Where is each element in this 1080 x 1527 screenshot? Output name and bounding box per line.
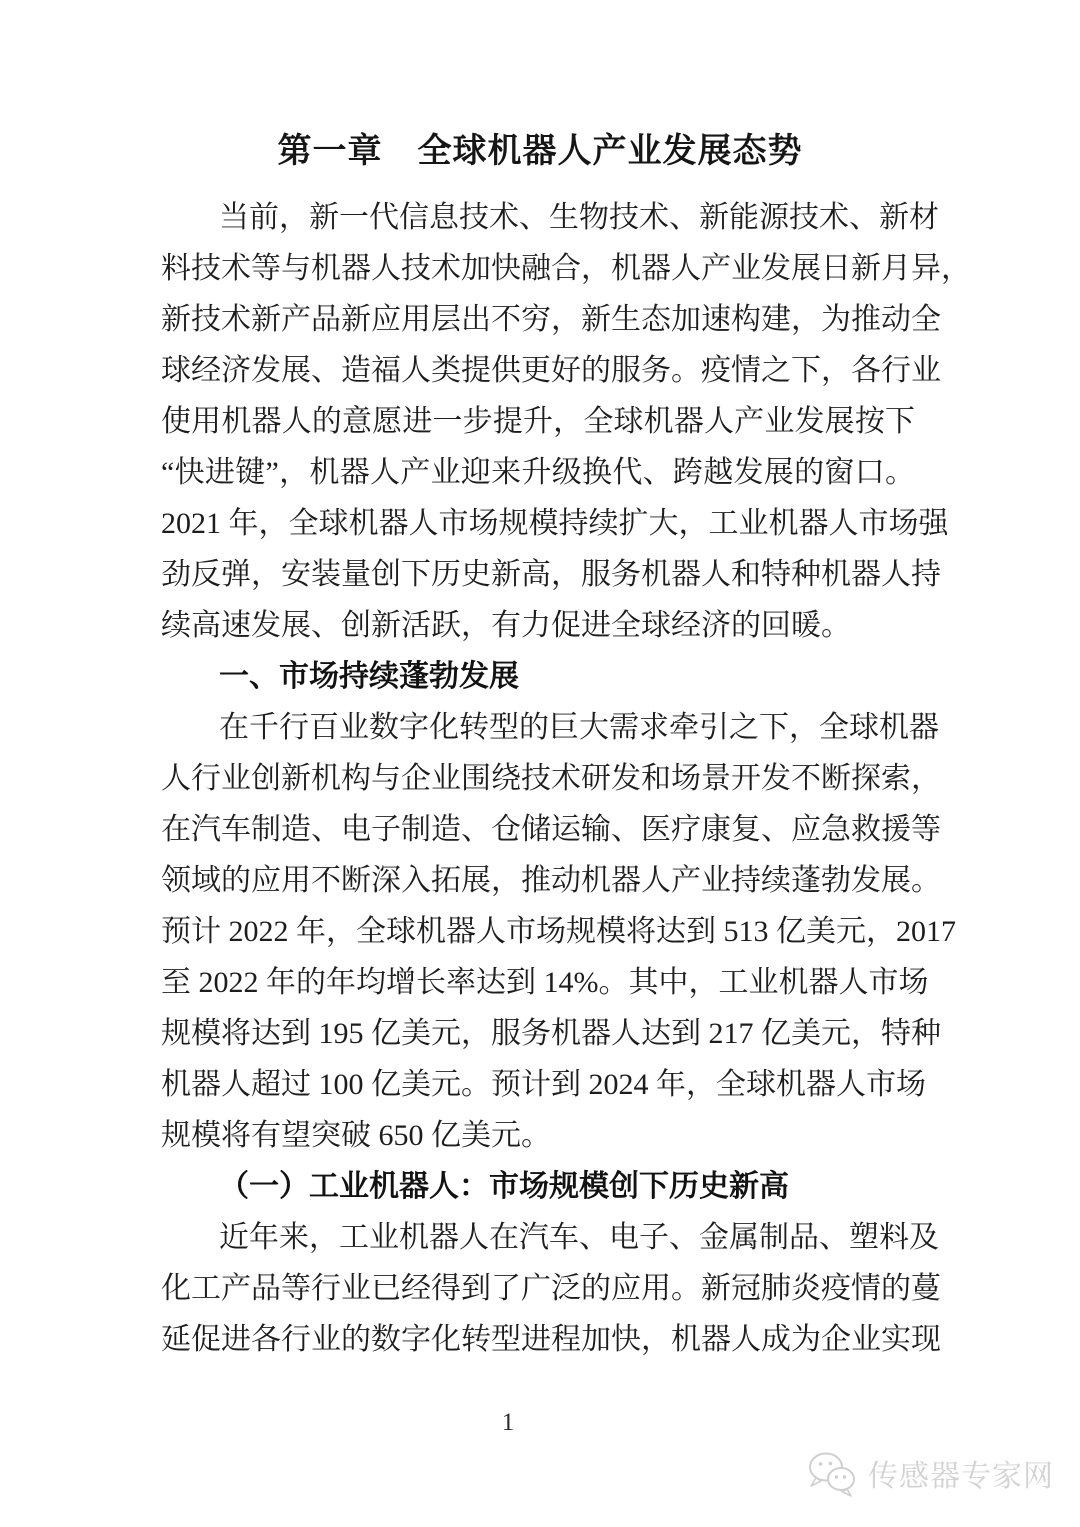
body-line: 当前，新一代信息技术、生物技术、新能源技术、新材 [219,201,939,234]
body-line: 人行业创新机构与企业围绕技术研发和场景开发不断探索， [161,762,941,795]
body-line: 在汽车制造、电子制造、仓储运输、医疗康复、应急救援等 [161,813,941,846]
page-number: 1 [501,1409,515,1436]
body-line: “快进键”，机器人产业迎来升级换代、跨越发展的窗口。 [161,456,915,489]
body-line: 延促进各行业的数字化转型进程加快，机器人成为企业实现 [161,1323,941,1356]
body-line: 料技术等与机器人技术加快融合，机器人产业发展日新月异， [161,252,971,285]
body-line: 在千行百业数字化转型的巨大需求牵引之下，全球机器 [219,711,939,744]
body-line: 至 2022 年的年均增长率达到 14%。其中，工业机器人市场 [161,966,929,999]
watermark [806,1450,1054,1503]
section-heading-1: 一、市场持续蓬勃发展 [219,660,519,693]
watermark-text: 传感器专家网 [868,1459,1054,1493]
body-line: 2021 年，全球机器人市场规模持续扩大，工业机器人市场强 [161,507,949,540]
body-line: 近年来，工业机器人在汽车、电子、金属制品、塑料及 [219,1221,939,1254]
body-line: 规模将有望突破 650 亿美元。 [161,1119,551,1152]
body-line: 机器人超过 100 亿美元。预计到 2024 年，全球机器人市场 [161,1068,926,1101]
section-heading-1-1: （一）工业机器人：市场规模创下历史新高 [219,1170,789,1203]
body-line: 使用机器人的意愿进一步提升，全球机器人产业发展按下 [161,405,915,438]
body-line: 预计 2022 年，全球机器人市场规模将达到 513 亿美元，2017 [161,915,956,948]
body-line: 球经济发展、造福人类提供更好的服务。疫情之下，各行业 [161,354,941,387]
body-line: 规模将达到 195 亿美元，服务机器人达到 217 亿美元，特种 [161,1017,941,1050]
body-line: 化工产品等行业已经得到了广泛的应用。新冠肺炎疫情的蔓 [161,1272,941,1305]
body-line: 新技术新产品新应用层出不穷，新生态加速构建，为推动全 [161,303,941,336]
wechat-chat-bubbles-icon [806,1450,860,1503]
chapter-title: 第一章 全球机器人产业发展态势 [277,132,803,170]
body-line: 领域的应用不断深入拓展，推动机器人产业持续蓬勃发展。 [161,864,941,897]
body-line: 劲反弹，安装量创下历史新高，服务机器人和特种机器人持 [161,558,941,591]
body-line: 续高速发展、创新活跃，有力促进全球经济的回暖。 [161,609,851,642]
document-body [161,192,971,1365]
